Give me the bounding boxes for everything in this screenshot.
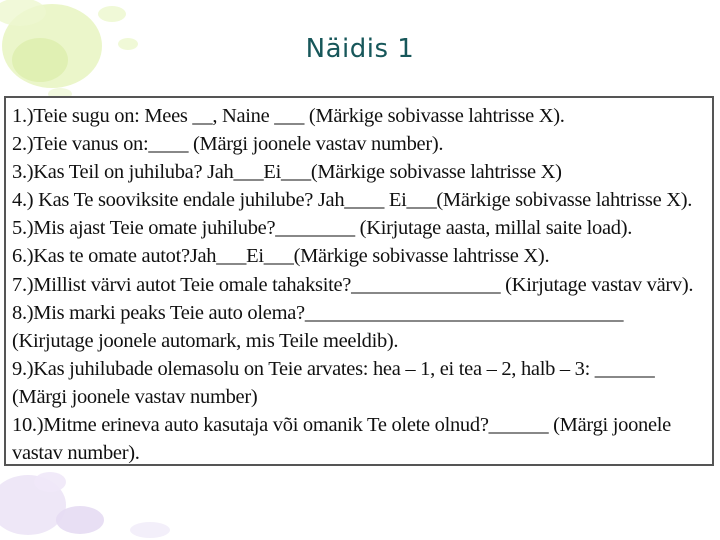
purple-flower-decoration (0, 472, 170, 538)
question-line: 10.)Mitme erineva auto kasutaja või omanik Te olete olnud?______ (Märgi joonele (12, 414, 671, 437)
question-line: 8.)Mis marki peaks Teie auto olema?________________________________ (12, 301, 624, 324)
question-line: 3.)Kas Teil on juhiluba? Jah___Ei___(Märkige sobivasse lahtrisse X) (12, 161, 562, 184)
slide-title: Näidis 1 (305, 34, 415, 64)
question-line: 9.)Kas juhilubade olemasolu on Teie arvates: hea – 1, ei tea – 2, halb – 3: ______ (12, 357, 655, 380)
question-line: 5.)Mis ajast Teie omate juhilube?________ (Kirjutage aasta, millal saite load). (12, 217, 633, 240)
question-line: 1.)Teie sugu on: Mees __, Naine ___ (Märkige sobivasse lahtrisse X). (12, 105, 565, 127)
question-line: (Märgi joonele vastav number) (12, 385, 258, 408)
question-line: vastav number). (12, 442, 140, 465)
question-line: 6.)Kas te omate autot?Jah___Ei___(Märkige sobivasse lahtrisse X). (12, 245, 550, 268)
question-line: 2.)Teie vanus on:____ (Märgi joonele vastav number). (12, 133, 444, 156)
question-line: 7.)Millist värvi autot Teie omale tahaksite?_______________ (Kirjutage vastav värv). (12, 273, 694, 296)
question-line: (Kirjutage joonele automark, mis Teile meeldib). (12, 329, 399, 352)
question-line: 4.) Kas Te sooviksite endale juhilube? Jah____ Ei___(Märkige sobivasse lahtrisse X). (12, 189, 693, 212)
questionnaire-image (4, 96, 714, 466)
